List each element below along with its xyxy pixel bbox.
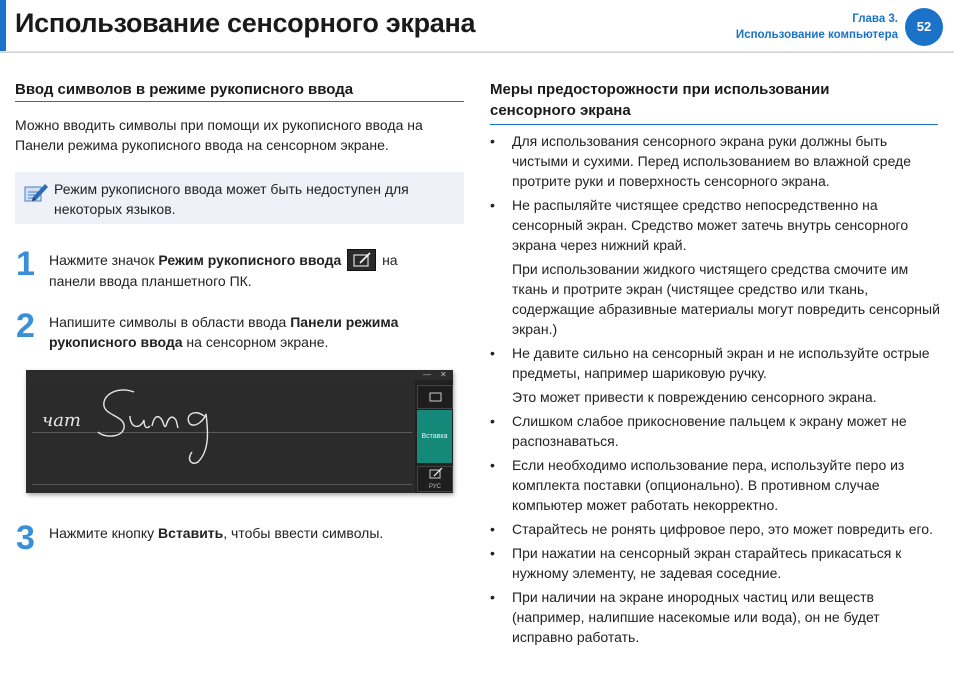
list-item-text: Если необходимо использование пера, используйте перо из комплекта поставки (опционально). В противном случае компьютер может работать некорректно.: [512, 457, 905, 513]
keyboard-icon: [418, 386, 452, 408]
list-item: [490, 195, 942, 339]
page-number-badge: 52: [905, 8, 943, 46]
bullet: •: [490, 457, 495, 473]
section-heading-handwriting: Ввод символов в режиме рукописного ввода: [15, 81, 354, 98]
bullet: •: [490, 545, 495, 561]
step-2-pre: Напишите символы в области ввода: [49, 314, 291, 330]
bullet: •: [490, 345, 495, 361]
page-title: Использование сенсорного экрана: [15, 8, 476, 38]
list-item-text: Слишком слабое прикосновение пальцем к экрану может не распознаваться.: [512, 413, 907, 449]
step-3-bold: Вставить: [158, 525, 224, 541]
language-label: РУС: [428, 484, 441, 490]
note-pen-icon: [23, 181, 49, 205]
note-text: Режим рукописного ввода может быть недоступен для некоторых языков.: [54, 181, 409, 217]
section-heading-precautions: Меры предосторожности при использовании сенсорного экрана: [490, 81, 830, 119]
typed-word: чат: [42, 410, 81, 431]
step-number-3: 3: [16, 519, 35, 557]
bullet: •: [490, 521, 495, 537]
chapter-number: Глава 3.: [852, 13, 898, 25]
list-item: [490, 543, 942, 583]
chapter-label: [736, 11, 898, 43]
minimize-button[interactable]: —: [423, 370, 431, 379]
list-item: [490, 587, 942, 647]
note-box: [15, 172, 464, 224]
section-rule-right: [490, 124, 938, 125]
step-1-post: на панели ввода планшетного ПК.: [49, 252, 398, 289]
header-divider: [0, 51, 954, 53]
bullet: •: [490, 133, 495, 149]
step-number-2: 2: [16, 307, 35, 345]
page-header: [0, 0, 954, 53]
list-item-text: Не давите сильно на сенсорный экран и не используйте острые предметы, например шариковую ручку.: [512, 345, 930, 381]
bullet: •: [490, 589, 495, 605]
list-item-text: Для использования сенсорного экрана руки должны быть чистыми и сухими. Перед использованием во влажной среде протрите руки и поверхность сенсорного экрана.: [512, 133, 911, 189]
insert-button[interactable]: Вставка: [417, 410, 452, 463]
step-1-bold: Режим рукописного ввода: [158, 252, 342, 268]
step-2-text: [49, 312, 449, 352]
section-rule-left: [15, 101, 464, 102]
handwriting-panel-screenshot: [26, 370, 453, 493]
list-item-text: Старайтесь не ронять цифровое перо, это может повредить его.: [512, 521, 933, 537]
handwriting-icon: [418, 467, 452, 481]
bullet: •: [490, 413, 495, 429]
list-item: [490, 411, 942, 451]
chapter-title: Использование компьютера: [735, 29, 898, 41]
step-2-bold: Панели режима рукописного ввода: [49, 314, 399, 350]
language-button[interactable]: [417, 466, 453, 492]
step-2-post: на сенсорном экране.: [182, 334, 329, 350]
intro-paragraph: Можно вводить символы при помощи их рукописного ввода на Панели режима рукописного ввода на сенсорном экране.: [15, 117, 423, 153]
header-accent-bar: [0, 0, 6, 53]
step-3-pre: Нажмите кнопку: [49, 525, 159, 541]
list-item: [490, 455, 942, 515]
precautions-list: [490, 131, 942, 651]
list-item: [490, 343, 942, 407]
handwriting-mode-icon: [347, 249, 376, 271]
keyboard-toggle-button[interactable]: [417, 385, 453, 409]
step-3-text: [49, 523, 449, 543]
list-item-subtext: Это может привести к повреждению сенсорного экрана.: [512, 389, 877, 405]
list-item: [490, 131, 942, 191]
list-item-text: При наличии на экране инородных частиц или веществ (например, налипшие насекомые или вода), он не будет исправно работать.: [512, 589, 880, 645]
writing-guide-line-bottom: [32, 484, 412, 485]
bullet: •: [490, 197, 495, 213]
list-item-text: При нажатии на сенсорный экран старайтесь прикасаться к нужному элементу, не задевая соседние.: [512, 545, 902, 581]
list-item-text: Не распыляйте чистящее средство непосредственно на сенсорный экран. Средство может затечь внутрь сенсорного экрана через нижний край.: [512, 197, 909, 253]
step-number-1: 1: [16, 245, 35, 283]
list-item: [490, 519, 942, 539]
step-1-text: [49, 249, 439, 291]
step-1-pre: Нажмите значок: [49, 252, 159, 268]
list-item-subtext: При использовании жидкого чистящего средства смочите им ткань и протрите экран (чистящее средство или ткань, содержащие абразивные материалы могут повредить сенсорный экран.): [512, 261, 940, 337]
step-3-post: , чтобы ввести символы.: [223, 525, 384, 541]
handwriting-strokes: [94, 380, 224, 475]
close-button[interactable]: ✕: [440, 370, 447, 379]
